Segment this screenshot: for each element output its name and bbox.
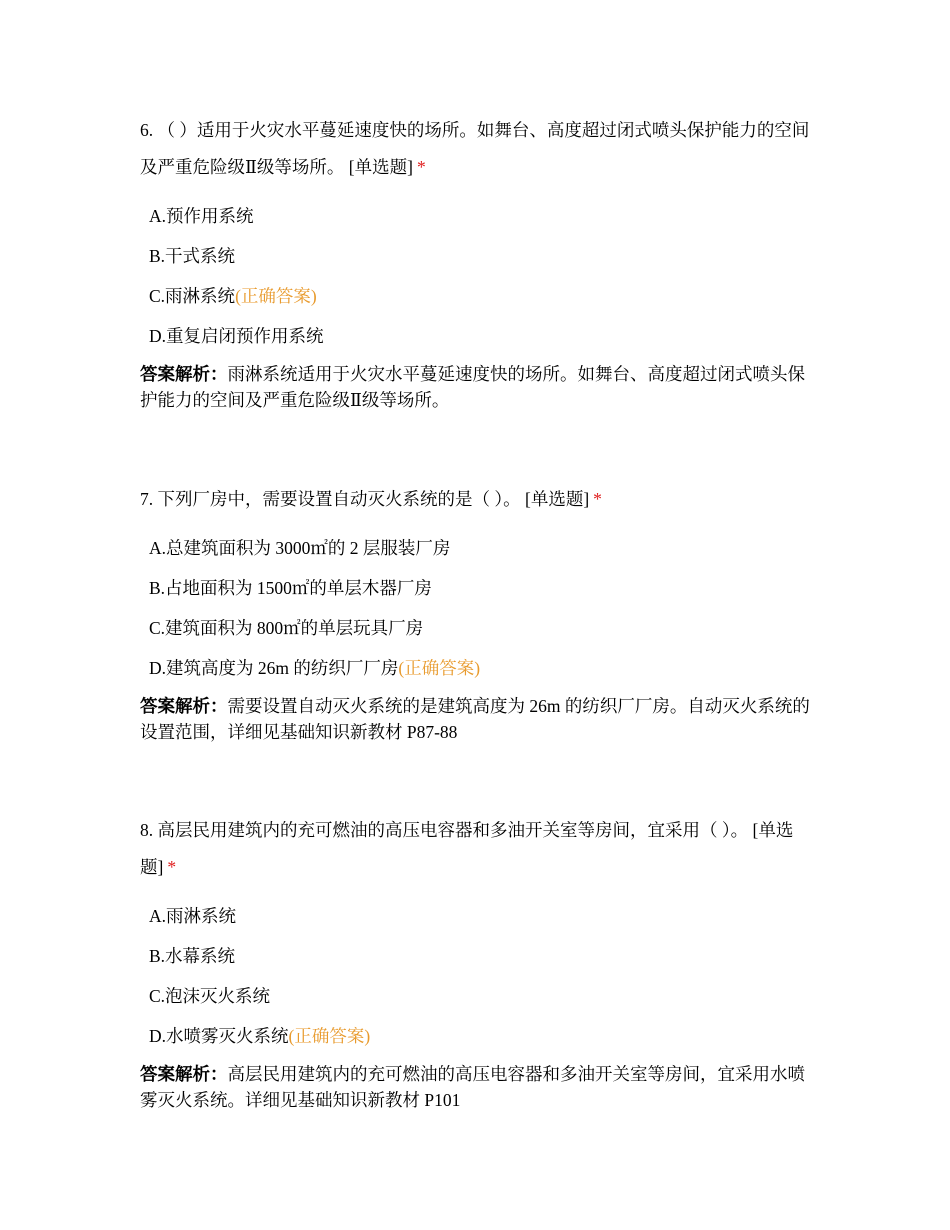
answer-analysis: [140, 1061, 820, 1113]
option-a: [149, 896, 820, 936]
option-b: [149, 568, 820, 608]
answer-analysis: [140, 693, 820, 745]
option-d: [149, 648, 820, 688]
analysis-text: 高层民用建筑内的充可燃油的高压电容器和多油开关室等房间，宜采用水喷雾灭火系统。详细见基础知识新教材 P101: [140, 1064, 805, 1110]
options-list: [140, 196, 820, 356]
option-text: D.水喷雾灭火系统: [149, 1026, 289, 1046]
question-stem: [140, 812, 820, 886]
option-a: [149, 528, 820, 568]
analysis-text: 雨淋系统适用于火灾水平蔓延速度快的场所。如舞台、高度超过闭式喷头保护能力的空间及严重危险级Ⅱ级等场所。: [140, 364, 805, 410]
correct-answer-tag: (正确答案): [235, 286, 317, 306]
option-text: D.建筑高度为 26m 的纺织厂厂房: [149, 658, 399, 678]
stem-text: 7. 下列厂房中，需要设置自动灭火系统的是（ ）。 [单选题]: [140, 489, 590, 509]
option-text: C.建筑面积为 800㎡的单层玩具厂房: [149, 618, 424, 638]
analysis-label: 答案解析：: [140, 364, 228, 384]
option-a: [149, 196, 820, 236]
option-text: C.雨淋系统: [149, 286, 236, 306]
option-text: A.预作用系统: [149, 206, 254, 226]
stem-text: 8. 高层民用建筑内的充可燃油的高压电容器和多油开关室等房间，宜采用（ ）。 [单选题]: [140, 820, 794, 877]
options-list: [140, 896, 820, 1056]
question-8: [140, 812, 820, 1113]
required-mark: *: [167, 857, 177, 877]
options-list: [140, 528, 820, 688]
option-b: [149, 936, 820, 976]
correct-answer-tag: (正确答案): [288, 1026, 371, 1046]
option-c: [149, 608, 820, 648]
correct-answer-tag: (正确答案): [398, 658, 481, 678]
option-text: D.重复启闭预作用系统: [149, 326, 324, 346]
option-text: B.干式系统: [149, 246, 236, 266]
option-c: [149, 276, 820, 316]
question-stem: [140, 481, 820, 518]
option-text: C.泡沫灭火系统: [149, 986, 271, 1006]
question-stem: [140, 112, 820, 186]
option-text: A.总建筑面积为 3000㎡的 2 层服装厂房: [149, 538, 451, 558]
option-text: B.水幕系统: [149, 946, 236, 966]
analysis-label: 答案解析：: [140, 696, 228, 716]
option-d: [149, 316, 820, 356]
required-mark: *: [593, 489, 602, 509]
question-7: [140, 481, 820, 745]
required-mark: *: [416, 157, 426, 177]
question-6: [140, 112, 820, 413]
option-text: B.占地面积为 1500㎡的单层木器厂房: [149, 578, 432, 598]
option-c: [149, 976, 820, 1016]
option-text: A.雨淋系统: [149, 906, 237, 926]
stem-text: 6. （ ）适用于火灾水平蔓延速度快的场所。如舞台、高度超过闭式喷头保护能力的空间及严重危险级Ⅱ级等场所。 [单选题]: [140, 120, 810, 177]
answer-analysis: [140, 361, 820, 413]
analysis-text: 需要设置自动灭火系统的是建筑高度为 26m 的纺织厂厂房。自动灭火系统的设置范围，详细见基础知识新教材 P87-88: [140, 696, 810, 742]
analysis-label: 答案解析：: [140, 1064, 228, 1084]
option-d: [149, 1016, 820, 1056]
option-b: [149, 236, 820, 276]
